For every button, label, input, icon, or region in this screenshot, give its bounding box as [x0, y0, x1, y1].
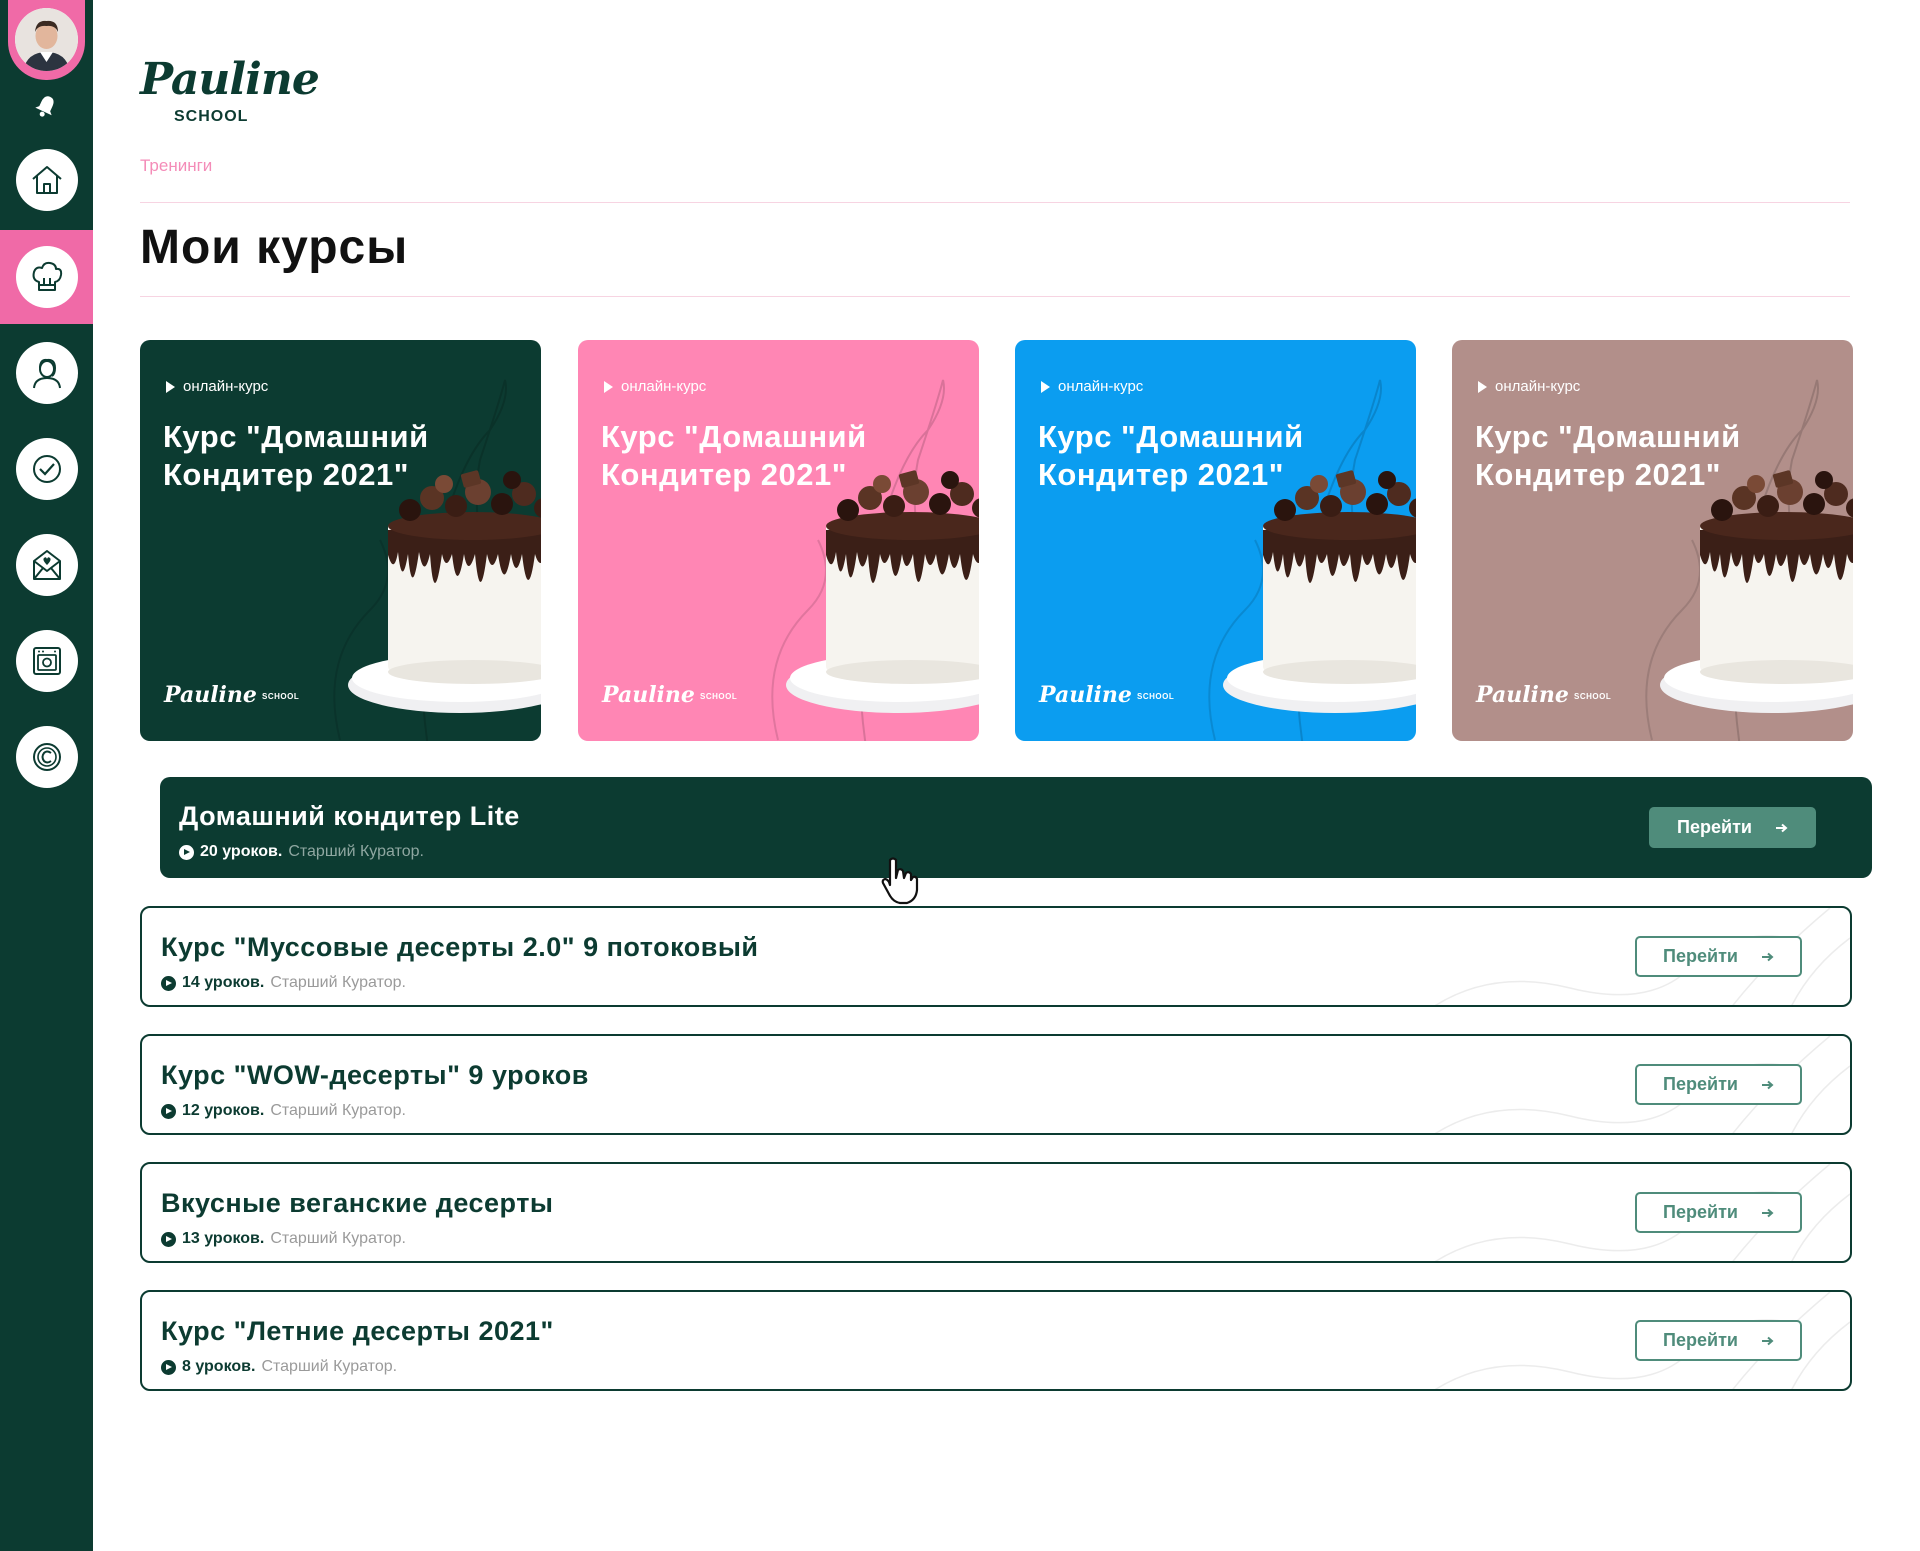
course-title: Курс "Муссовые десерты 2.0" 9 потоковый — [161, 932, 759, 962]
card-brand: Pauline — [164, 682, 257, 708]
person-icon — [16, 342, 78, 404]
play-circle-icon — [161, 1360, 176, 1375]
card-tag — [604, 378, 706, 395]
course-meta — [161, 1358, 397, 1376]
card-brand: Pauline — [1476, 682, 1569, 708]
curator-label: Старший Куратор. — [288, 843, 424, 860]
go-button[interactable] — [1635, 1320, 1802, 1361]
arrow-right-icon — [1762, 1336, 1774, 1346]
go-button-label: Перейти — [1663, 1202, 1738, 1222]
course-card[interactable] — [1452, 340, 1853, 741]
course-meta — [161, 1102, 406, 1120]
course-title: Вкусные веганские десерты — [161, 1188, 554, 1218]
card-tag-label: онлайн-курс — [1495, 378, 1581, 395]
play-triangle-icon — [604, 381, 613, 393]
sidebar-item-profile[interactable] — [0, 326, 93, 420]
sidebar-item-home[interactable] — [0, 133, 93, 227]
lessons-count: 13 уроков. — [182, 1230, 265, 1247]
course-meta — [161, 974, 406, 992]
avatar[interactable] — [15, 8, 78, 71]
copyright-icon — [16, 726, 78, 788]
breadcrumb[interactable]: Тренинги — [140, 156, 213, 175]
course-card[interactable] — [140, 340, 541, 741]
curator-label: Старший Куратор. — [261, 1358, 398, 1375]
card-tag — [1478, 378, 1580, 395]
go-button[interactable] — [1649, 807, 1816, 848]
play-circle-icon — [179, 845, 194, 860]
course-card[interactable] — [578, 340, 979, 741]
mail-heart-icon — [16, 534, 78, 596]
sidebar — [0, 0, 93, 1551]
divider-top — [140, 202, 1850, 203]
card-school: SCHOOL — [1137, 692, 1175, 701]
lessons-count: 8 уроков. — [182, 1358, 256, 1375]
go-button[interactable] — [1635, 1064, 1802, 1105]
cake-illustration — [140, 340, 541, 741]
course-title: Курс "WOW-десерты" 9 уроков — [161, 1060, 589, 1090]
notification-bell-icon[interactable] — [33, 93, 59, 119]
logo-script: Pauline — [140, 54, 319, 105]
page-title: Мои курсы — [140, 221, 409, 274]
sidebar-item-copyright[interactable] — [0, 710, 93, 804]
avatar-container[interactable] — [8, 0, 85, 80]
lessons-count: 14 уроков. — [182, 974, 265, 991]
go-button-label: Перейти — [1663, 1074, 1738, 1094]
hand-cursor-icon — [880, 856, 924, 906]
card-school: SCHOOL — [262, 692, 300, 701]
logo-school: SCHOOL — [174, 108, 249, 125]
home-icon — [16, 149, 78, 211]
card-tag-label: онлайн-курс — [183, 378, 269, 395]
card-tag — [166, 378, 268, 395]
go-button-label: Перейти — [1663, 1330, 1738, 1350]
sidebar-item-tasks[interactable] — [0, 422, 93, 516]
go-button[interactable] — [1635, 936, 1802, 977]
oven-icon — [16, 630, 78, 692]
logo[interactable] — [140, 50, 319, 130]
card-title: Курс "Домашний Кондитер 2021" — [163, 419, 429, 492]
divider-bottom — [140, 296, 1850, 297]
course-title: Домашний кондитер Lite — [179, 801, 520, 831]
card-title: Курс "Домашний Кондитер 2021" — [1038, 419, 1304, 492]
card-title: Курс "Домашний Кондитер 2021" — [601, 419, 867, 492]
course-meta — [161, 1230, 406, 1248]
card-school: SCHOOL — [700, 692, 738, 701]
card-school: SCHOOL — [1574, 692, 1612, 701]
lessons-count: 20 уроков. — [200, 843, 283, 860]
course-title: Курс "Летние десерты 2021" — [161, 1316, 554, 1346]
cake-illustration — [578, 340, 979, 741]
go-button-label: Перейти — [1663, 946, 1738, 966]
sidebar-item-messages[interactable] — [0, 518, 93, 612]
curator-label: Старший Куратор. — [270, 974, 406, 991]
sidebar-item-courses[interactable] — [0, 230, 93, 324]
course-row[interactable] — [140, 1162, 1852, 1263]
sidebar-item-equipment[interactable] — [0, 614, 93, 708]
check-circle-icon — [16, 438, 78, 500]
card-tag-label: онлайн-курс — [1058, 378, 1144, 395]
card-brand: Pauline — [602, 682, 695, 708]
cake-illustration — [1452, 340, 1853, 741]
course-meta — [179, 843, 424, 861]
arrow-right-icon — [1762, 1208, 1774, 1218]
course-card[interactable] — [1015, 340, 1416, 741]
course-row[interactable] — [140, 906, 1852, 1007]
play-triangle-icon — [1478, 381, 1487, 393]
go-button[interactable] — [1635, 1192, 1802, 1233]
go-button-label: Перейти — [1677, 817, 1752, 837]
course-row[interactable] — [160, 777, 1872, 878]
arrow-right-icon — [1762, 952, 1774, 962]
course-row[interactable] — [140, 1034, 1852, 1135]
play-circle-icon — [161, 1104, 176, 1119]
chef-hat-icon — [16, 246, 78, 308]
course-row[interactable] — [140, 1290, 1852, 1391]
arrow-right-icon — [1776, 823, 1788, 833]
arrow-right-icon — [1762, 1080, 1774, 1090]
card-tag — [1041, 378, 1143, 395]
cake-illustration — [1015, 340, 1416, 741]
play-circle-icon — [161, 1232, 176, 1247]
card-title: Курс "Домашний Кондитер 2021" — [1475, 419, 1741, 492]
play-circle-icon — [161, 976, 176, 991]
play-triangle-icon — [166, 381, 175, 393]
card-brand: Pauline — [1039, 682, 1132, 708]
curator-label: Старший Куратор. — [270, 1230, 406, 1247]
play-triangle-icon — [1041, 381, 1050, 393]
curator-label: Старший Куратор. — [270, 1102, 406, 1119]
lessons-count: 12 уроков. — [182, 1102, 265, 1119]
card-tag-label: онлайн-курс — [621, 378, 707, 395]
